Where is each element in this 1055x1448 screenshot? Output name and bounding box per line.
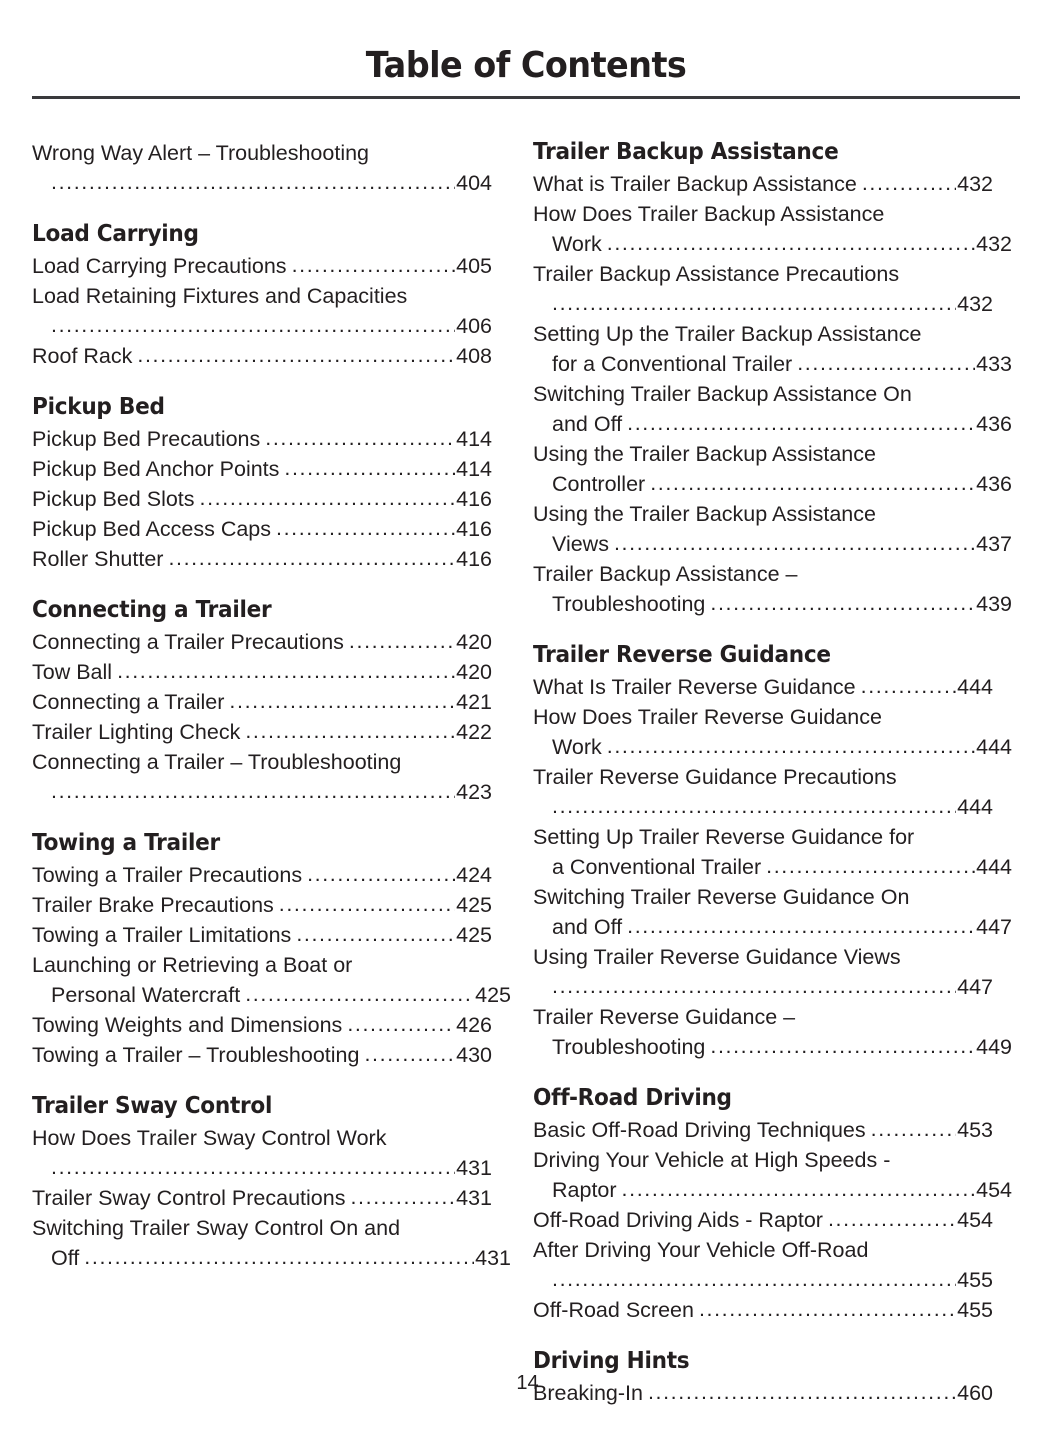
toc-entry-title: Load Retaining Fixtures and Capacities	[32, 284, 408, 308]
toc-entry-row	[32, 514, 492, 544]
toc-entry[interactable]	[32, 544, 492, 574]
toc-entry-title: Using the Trailer Backup Assistance	[533, 502, 876, 526]
toc-entry-page: 444	[976, 855, 1012, 879]
toc-entry-page: 425	[456, 893, 492, 917]
toc-entry-title: Towing a Trailer Limitations	[32, 923, 292, 947]
toc-entry-title: Connecting a Trailer – Troubleshooting	[32, 750, 402, 774]
toc-entry-title: Pickup Bed Slots	[32, 487, 195, 511]
toc-entry-title-continued: Troubleshooting	[552, 1035, 706, 1059]
toc-entry-page: 423	[456, 780, 492, 804]
toc-entry-title: Using the Trailer Backup Assistance	[533, 442, 876, 466]
toc-entry[interactable]	[533, 319, 1012, 379]
toc-entry[interactable]	[533, 1205, 993, 1235]
toc-entry-title-continued-row	[533, 349, 1012, 379]
toc-entry-page: 425	[475, 983, 511, 1007]
toc-entry-title: After Driving Your Vehicle Off-Road	[533, 1238, 869, 1262]
toc-entry[interactable]	[32, 424, 492, 454]
leader-dots	[614, 528, 975, 558]
leader-dots	[607, 228, 975, 258]
toc-entry-title: What is Trailer Backup Assistance	[533, 172, 857, 196]
toc-entry-row	[533, 1295, 993, 1325]
leader-dots	[137, 340, 455, 370]
toc-entry-title-continued: and Off	[552, 915, 623, 939]
toc-entry-row	[32, 544, 492, 574]
toc-entry-title: Wrong Way Alert – Troubleshooting	[32, 141, 370, 165]
toc-entry-title: Switching Trailer Sway Control On and	[32, 1216, 401, 1240]
toc-entry-row	[32, 627, 492, 657]
toc-column-left	[32, 138, 511, 1273]
toc-entry-leader-row	[32, 311, 492, 341]
toc-section-heading[interactable]: Off-Road Driving	[533, 1085, 732, 1111]
leader-dots	[797, 348, 975, 378]
leader-dots	[229, 686, 455, 716]
leader-dots	[350, 1182, 455, 1212]
toc-entry-title-continued: and Off	[552, 412, 623, 436]
toc-entry-title: Launching or Retrieving a Boat or	[32, 953, 353, 977]
toc-entry-page: 416	[456, 547, 492, 571]
leader-dots	[51, 776, 455, 806]
toc-section-heading[interactable]: Trailer Backup Assistance	[533, 139, 839, 165]
toc-entry-page: 405	[456, 254, 492, 278]
toc-section	[32, 829, 511, 1070]
leader-dots	[627, 911, 975, 941]
toc-entry-page: 454	[957, 1208, 993, 1232]
toc-entry[interactable]	[533, 199, 1012, 259]
toc-entry-page: 404	[456, 171, 492, 195]
toc-entry[interactable]	[533, 259, 993, 319]
leader-dots	[552, 971, 956, 1001]
toc-entry-title: How Does Trailer Reverse Guidance	[533, 705, 882, 729]
toc-entry-page: 444	[957, 675, 993, 699]
leader-dots	[245, 716, 455, 746]
toc-section-heading[interactable]: Trailer Sway Control	[32, 1093, 273, 1119]
toc-entry[interactable]	[32, 860, 492, 890]
toc-entry[interactable]	[533, 1145, 1012, 1205]
toc-entry-title: Trailer Lighting Check	[32, 720, 241, 744]
page-number: 14	[516, 1372, 539, 1394]
toc-entry-title: Pickup Bed Precautions	[32, 427, 261, 451]
toc-entry-title-continued-row	[533, 469, 1012, 499]
toc-entry[interactable]	[32, 1123, 492, 1183]
toc-entry[interactable]	[32, 484, 492, 514]
toc-entry-title: Roof Rack	[32, 344, 133, 368]
toc-entry-page: 408	[456, 344, 492, 368]
toc-entry-row	[533, 672, 993, 702]
toc-entry[interactable]	[533, 822, 1012, 882]
toc-entry-page: 449	[976, 1035, 1012, 1059]
toc-entry-row	[32, 1010, 492, 1040]
toc-entry-title: Pickup Bed Access Caps	[32, 517, 272, 541]
leader-dots	[552, 288, 956, 318]
toc-entry-row	[533, 169, 993, 199]
toc-section-heading[interactable]: Driving Hints	[533, 1348, 690, 1374]
toc-entry[interactable]	[32, 1040, 492, 1070]
leader-dots	[265, 423, 455, 453]
leader-dots	[245, 979, 474, 1009]
toc-entry-leader-row	[32, 168, 492, 198]
toc-section	[32, 138, 492, 198]
toc-entry-title: Setting Up Trailer Reverse Guidance for	[533, 825, 915, 849]
toc-section	[32, 1092, 511, 1273]
toc-entry-page: 455	[957, 1268, 993, 1292]
toc-entry-title-continued-row	[32, 1243, 511, 1273]
toc-entry[interactable]	[533, 1002, 1012, 1062]
toc-entry[interactable]	[32, 717, 492, 747]
leader-dots	[51, 167, 455, 197]
toc-entry[interactable]	[32, 747, 492, 807]
toc-entry-page: 420	[456, 660, 492, 684]
toc-section-heading[interactable]: Load Carrying	[32, 221, 199, 247]
toc-entry-row	[533, 1115, 993, 1145]
toc-entry[interactable]	[533, 499, 1012, 559]
toc-entry-title: How Does Trailer Sway Control Work	[32, 1126, 387, 1150]
toc-entry[interactable]	[533, 1295, 993, 1325]
leader-dots	[828, 1204, 956, 1234]
toc-entry[interactable]	[533, 1235, 993, 1295]
toc-section	[32, 220, 492, 371]
toc-section-heading[interactable]: Trailer Reverse Guidance	[533, 642, 831, 668]
toc-entry-row	[32, 717, 492, 747]
toc-entry-leader-row	[533, 792, 993, 822]
toc-entry[interactable]	[32, 950, 511, 1010]
toc-entry-title: Towing a Trailer Precautions	[32, 863, 303, 887]
leader-dots	[84, 1242, 474, 1272]
toc-entry[interactable]	[533, 1115, 993, 1145]
leader-dots	[364, 1039, 455, 1069]
toc-entry-title-continued: a Conventional Trailer	[552, 855, 762, 879]
toc-entry-page: 425	[456, 923, 492, 947]
toc-entry[interactable]	[533, 559, 1012, 619]
toc-entry-row	[32, 657, 492, 687]
leader-dots	[871, 1114, 957, 1144]
toc-entry[interactable]	[32, 890, 492, 920]
toc-entry-title-continued-row	[533, 852, 1012, 882]
toc-entry-page: 433	[976, 352, 1012, 376]
toc-entry-page: 455	[957, 1298, 993, 1322]
toc-section	[32, 596, 492, 807]
toc-entry[interactable]	[32, 281, 492, 341]
toc-entry-page: 453	[957, 1118, 993, 1142]
toc-entry-row	[32, 687, 492, 717]
toc-entry-page: 444	[976, 735, 1012, 759]
leader-dots	[276, 513, 455, 543]
leader-dots	[650, 468, 975, 498]
toc-entry-row	[32, 484, 492, 514]
leader-dots	[349, 626, 455, 656]
toc-entry-page: 414	[456, 427, 492, 451]
toc-entry-page: 460	[957, 1381, 993, 1405]
toc-entry-title: Towing Weights and Dimensions	[32, 1013, 343, 1037]
toc-entry[interactable]	[533, 439, 1012, 499]
page-title: Table of Contents	[365, 45, 687, 86]
toc-entry[interactable]	[32, 687, 492, 717]
toc-entry[interactable]	[32, 138, 492, 198]
toc-entry-page: 422	[456, 720, 492, 744]
leader-dots	[710, 1031, 975, 1061]
toc-entry-title: Trailer Sway Control Precautions	[32, 1186, 346, 1210]
toc-entry-page: 439	[976, 592, 1012, 616]
toc-entry-page: 432	[957, 292, 993, 316]
leader-dots	[861, 671, 956, 701]
toc-entry-title: Off-Road Driving Aids - Raptor	[533, 1208, 823, 1232]
toc-entry-title-continued-row	[533, 229, 1012, 259]
toc-entry-leader-row	[32, 777, 492, 807]
toc-entry-page: 414	[456, 457, 492, 481]
toc-entry[interactable]	[533, 762, 993, 822]
toc-entry-row	[32, 1183, 492, 1213]
toc-entry-leader-row	[32, 1153, 492, 1183]
toc-entry-page: 416	[456, 487, 492, 511]
toc-entry-title-continued-row	[533, 732, 1012, 762]
toc-entry[interactable]	[533, 942, 993, 1002]
toc-entry-title: Load Carrying Precautions	[32, 254, 287, 278]
toc-entry[interactable]	[32, 341, 492, 371]
toc-entry-page: 431	[456, 1186, 492, 1210]
toc-entry-title-continued: Off	[51, 1246, 80, 1270]
toc-entry-row	[32, 454, 492, 484]
toc-entry-leader-row	[533, 289, 993, 319]
toc-entry-title: Towing a Trailer – Troubleshooting	[32, 1043, 360, 1067]
leader-dots	[284, 453, 455, 483]
toc-entry[interactable]	[32, 514, 492, 544]
leader-dots	[710, 588, 975, 618]
toc-entry-title-continued-row	[533, 1175, 1012, 1205]
toc-entry-title: Trailer Backup Assistance Precautions	[533, 262, 900, 286]
toc-entry-title: What Is Trailer Reverse Guidance	[533, 675, 856, 699]
toc-entry-page: 437	[976, 532, 1012, 556]
toc-column-right	[533, 138, 1012, 1408]
toc-entry[interactable]	[32, 1213, 511, 1273]
toc-entry-row	[32, 860, 492, 890]
leader-dots	[699, 1294, 956, 1324]
toc-entry-title: Connecting a Trailer Precautions	[32, 630, 344, 654]
leader-dots	[279, 889, 455, 919]
toc-entry-title: Driving Your Vehicle at High Speeds -	[533, 1148, 891, 1172]
toc-entry-page: 420	[456, 630, 492, 654]
toc-entry-page: 454	[976, 1178, 1012, 1202]
leader-dots	[200, 483, 456, 513]
toc-entry-page: 421	[456, 690, 492, 714]
leader-dots	[627, 408, 975, 438]
toc-entry[interactable]	[533, 169, 993, 199]
leader-dots	[296, 919, 455, 949]
toc-entry[interactable]	[32, 251, 492, 281]
toc-entry-page: 432	[976, 232, 1012, 256]
toc-entry-leader-row	[533, 1265, 993, 1295]
leader-dots	[51, 1152, 455, 1182]
toc-entry-title-continued: Raptor	[552, 1178, 617, 1202]
toc-entry[interactable]	[533, 379, 1012, 439]
toc-section	[533, 138, 1012, 619]
toc-section-heading[interactable]: Towing a Trailer	[32, 830, 220, 856]
toc-entry-page: 424	[456, 863, 492, 887]
toc-entry-title: Breaking-In	[533, 1381, 643, 1405]
toc-entry-row	[32, 890, 492, 920]
toc-entry-title: How Does Trailer Backup Assistance	[533, 202, 885, 226]
toc-entry-title: Trailer Reverse Guidance –	[533, 1005, 796, 1029]
toc-entry-title-continued: Controller	[552, 472, 646, 496]
toc-entry-title-continued-row	[533, 912, 1012, 942]
toc-entry-title-continued: Work	[552, 232, 602, 256]
toc-entry-page: 426	[456, 1013, 492, 1037]
toc-entry-title-continued: for a Conventional Trailer	[552, 352, 793, 376]
leader-dots	[168, 543, 455, 573]
toc-entry-title: Basic Off-Road Driving Techniques	[533, 1118, 866, 1142]
toc-entry-title: Switching Trailer Backup Assistance On	[533, 382, 912, 406]
toc-entry-page: 416	[456, 517, 492, 541]
toc-entry-title: Pickup Bed Anchor Points	[32, 457, 280, 481]
toc-entry[interactable]	[32, 920, 492, 950]
toc-entry-title-continued-row	[32, 980, 511, 1010]
toc-entry-row	[32, 251, 492, 281]
toc-entry[interactable]	[32, 1010, 492, 1040]
toc-entry-page: 447	[976, 915, 1012, 939]
toc-entry-title: Tow Ball	[32, 660, 113, 684]
leader-dots	[347, 1009, 455, 1039]
toc-entry-title-continued-row	[533, 409, 1012, 439]
toc-entry-title: Roller Shutter	[32, 547, 164, 571]
toc-entry-title: Using Trailer Reverse Guidance Views	[533, 945, 901, 969]
toc-entry-page: 431	[456, 1156, 492, 1180]
toc-entry-page: 444	[957, 795, 993, 819]
toc-entry-row	[32, 920, 492, 950]
toc-entry-title: Trailer Reverse Guidance Precautions	[533, 765, 897, 789]
toc-entry-title-continued-row	[533, 529, 1012, 559]
toc-entry-title-continued: Views	[552, 532, 609, 556]
leader-dots	[292, 250, 456, 280]
toc-entry-row	[32, 424, 492, 454]
toc-entry-page: 432	[957, 172, 993, 196]
toc-entry-title: Off-Road Screen	[533, 1298, 694, 1322]
toc-entry[interactable]	[32, 657, 492, 687]
toc-section	[32, 393, 492, 574]
toc-entry[interactable]	[32, 627, 492, 657]
toc-entry-row	[533, 1205, 993, 1235]
toc-entry-title-continued: Troubleshooting	[552, 592, 706, 616]
toc-entry-title-continued: Personal Watercraft	[51, 983, 241, 1007]
toc-entry[interactable]	[32, 454, 492, 484]
toc-section-heading[interactable]: Connecting a Trailer	[32, 597, 272, 623]
toc-entry-page: 430	[456, 1043, 492, 1067]
leader-dots	[552, 1264, 956, 1294]
toc-entry-page: 447	[957, 975, 993, 999]
leader-dots	[51, 310, 455, 340]
toc-entry-title: Trailer Backup Assistance –	[533, 562, 798, 586]
toc-entry[interactable]	[533, 672, 993, 702]
toc-entry-row	[32, 1040, 492, 1070]
toc-entry-page: 436	[976, 472, 1012, 496]
toc-entry-page: 406	[456, 314, 492, 338]
leader-dots	[307, 859, 455, 889]
toc-entry-title-continued-row	[533, 1032, 1012, 1062]
toc-entry-title: Trailer Brake Precautions	[32, 893, 274, 917]
toc-entry-title: Switching Trailer Reverse Guidance On	[533, 885, 910, 909]
toc-section	[533, 641, 1012, 1062]
toc-entry-title: Connecting a Trailer	[32, 690, 225, 714]
header-divider	[32, 96, 1020, 99]
toc-entry-title-continued-row	[533, 589, 1012, 619]
toc-entry-page: 436	[976, 412, 1012, 436]
toc-entry-title-continued: Work	[552, 735, 602, 759]
leader-dots	[117, 656, 455, 686]
leader-dots	[607, 731, 975, 761]
toc-entry[interactable]	[32, 1183, 492, 1213]
leader-dots	[862, 168, 956, 198]
leader-dots	[552, 791, 956, 821]
toc-entry-row	[32, 341, 492, 371]
leader-dots	[622, 1174, 976, 1204]
toc-entry-title: Setting Up the Trailer Backup Assistance	[533, 322, 922, 346]
toc-entry-page: 431	[475, 1246, 511, 1270]
toc-section-heading[interactable]: Pickup Bed	[32, 394, 165, 420]
toc-entry-leader-row	[533, 972, 993, 1002]
toc-section	[533, 1084, 1012, 1325]
toc-entry[interactable]	[533, 882, 1012, 942]
leader-dots	[766, 851, 975, 881]
toc-entry[interactable]	[533, 702, 1012, 762]
